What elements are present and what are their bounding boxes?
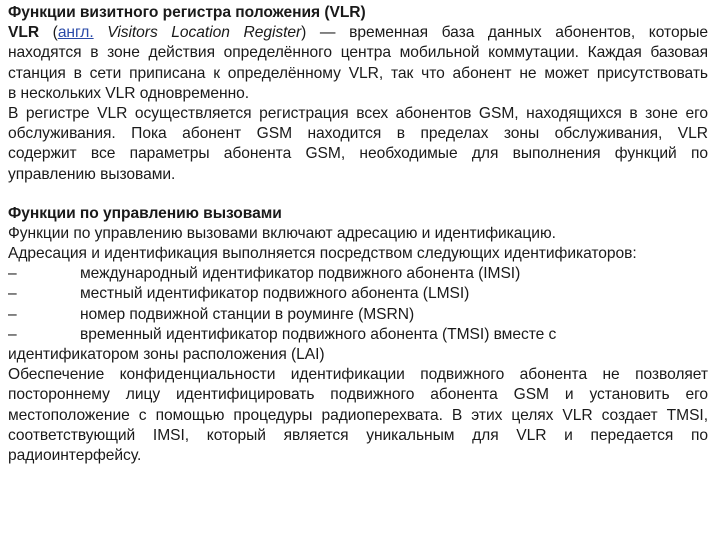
- paragraph-line: обслуживания. Пока абонент GSM находится в пределах зоны обслуживания, VLR: [8, 125, 708, 143]
- paragraph-line: Функции по управлению вызовами включают адресацию и идентификацию.: [8, 224, 556, 242]
- paragraph-line: радиоинтерфейсу.: [8, 446, 142, 464]
- vlr-definition-line: [8, 23, 708, 43]
- list-item: [8, 305, 708, 325]
- list-item-text: номер подвижной станции в роуминге (MSRN): [80, 305, 415, 323]
- paragraph-line: находятся в зоне действия определённого центра мобильной коммутации. Каждая базовая: [8, 44, 708, 62]
- vlr-definition-rest: ) — временная база данных абонентов, которые: [301, 24, 708, 42]
- section-gap: [8, 185, 708, 204]
- list-item-text: местный идентификатор подвижного абонента (LMSI): [80, 285, 470, 303]
- lang-link[interactable]: англ.: [57, 24, 94, 42]
- dash-marker: –: [8, 265, 17, 283]
- paragraph-line: Адресация и идентификация выполняется посредством следующих идентификаторов:: [8, 245, 637, 263]
- dash-marker: –: [8, 325, 17, 343]
- paragraph-line: станция в сети приписана к определённому VLR, так что абонент не может присутствовать: [8, 64, 708, 82]
- list-item-text: международный идентификатор подвижного абонента (IMSI): [80, 265, 521, 283]
- paragraph-line: содержит все параметры абонента GSM, необходимые для выполнения функций по: [8, 145, 708, 163]
- paragraph-line: соответствующий IMSI, который является уникальным для VLR и передается по: [8, 426, 708, 444]
- dash-marker: –: [8, 305, 17, 323]
- paragraph-line: постороннему лицу идентифицировать подвижного абонента GSM и установить его: [8, 386, 708, 404]
- paragraph-line: в нескольких VLR одновременно.: [8, 84, 250, 102]
- dash-marker: –: [8, 285, 17, 303]
- paragraph-line: местоположение с помощью процедуры радиоперехвата. В этих целях VLR создает TMSI,: [8, 406, 708, 424]
- vlr-english-name: Visitors Location Register: [93, 24, 302, 42]
- list-item-text: временный идентификатор подвижного абонента (TMSI) вместе с: [80, 325, 557, 343]
- paragraph-line: управлению вызовами.: [8, 165, 176, 183]
- list-item: [8, 284, 708, 304]
- section-heading-vlr: Функции визитного регистра положения (VLR): [8, 4, 366, 21]
- vlr-term: VLR: [8, 24, 40, 42]
- section-heading-call-control: Функции по управлению вызовами: [8, 204, 282, 222]
- open-paren: (: [39, 24, 58, 42]
- list-item: [8, 264, 708, 284]
- list-item: [8, 325, 708, 345]
- list-item-continuation: идентификатором зоны расположения (LAI): [8, 346, 325, 363]
- paragraph-line: Обеспечение конфиденциальности идентификации подвижного абонента не позволяет: [8, 366, 708, 384]
- paragraph-line: В регистре VLR осуществляется регистрация всех абонентов GSM, находящихся в зоне его: [8, 104, 708, 122]
